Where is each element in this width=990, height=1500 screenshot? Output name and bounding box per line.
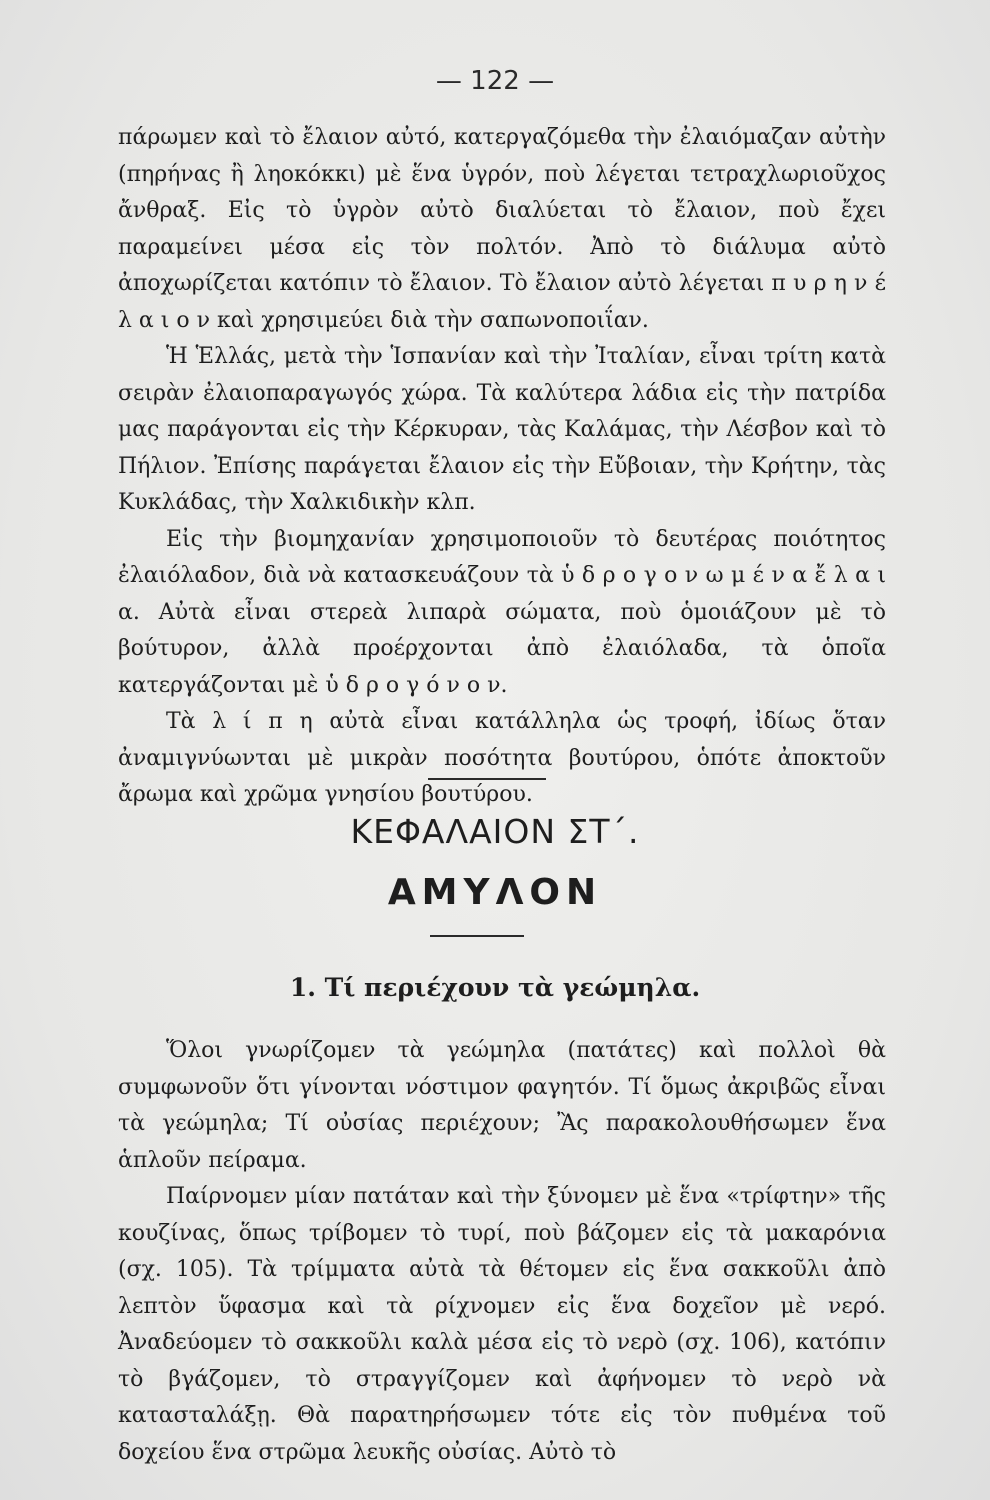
- bottom-text-block: [118, 1033, 886, 1471]
- section-heading: 1. Τί περιέχουν τὰ γεώμηλα.: [289, 973, 701, 1002]
- paragraph-hydrogenated-oils: Εἰς τὴν βιομηχανίαν χρησιμοποιοῦν τὸ δευτέρας ποιότητος ἐλαιόλαδον, διὰ νὰ κατασκευάζουν τὰ ὑ δ ρ ο γ ο ν ω μ έ ν α ἔ λ α ι α. Αὐτὰ εἶναι στερεὰ λιπαρὰ σώματα, ποὺ ὁμοιάζουν μὲ τὸ βούτυρον, ἀλλὰ προέρχονται ἀπὸ ἐλαιόλαδα, τὰ ὁποῖα κατεργάζονται μὲ ὑ δ ρ ο γ ό ν ο ν.: [118, 526, 886, 698]
- chapter-divider-rule: [428, 778, 546, 780]
- paragraph-potatoes-intro: Ὅλοι γνωρίζομεν τὰ γεώμηλα (πατάτες) καὶ πολλοὶ θὰ συμφωνοῦν ὅτι γίνονται νόστιμον φαγητόν. Τί ὅμως ἀκριβῶς εἶναι τὰ γεώμηλα; Τί οὐσίας περιέχουν; Ἂς παρακολουθήσωμεν ἕνα ἁπλοῦν πείραμα.: [118, 1038, 886, 1173]
- chapter-label: ΚΕΦΑΛΑΙΟΝ ΣΤ΄.: [350, 812, 640, 851]
- paragraph-fats-as-food: Τὰ λ ί π η αὐτὰ εἶναι κατάλληλα ὡς τροφή, ἰδίως ὅταν ἀναμιγνύωνται μὲ μικρὰν ποσότητα βουτύρου, ὁπότε ἀποκτοῦν ἄρωμα καὶ χρῶμα γνησίου βουτύρου.: [118, 709, 886, 807]
- paragraph-pyrinelaion: πάρωμεν καὶ τὸ ἔλαιον αὐτό, κατεργαζόμεθα τὴν ἐλαιόμαζαν αὐτὴν (πηρήνας ἢ ληοκόκκι) μὲ ἕνα ὑγρόν, ποὺ λέγεται τετραχλωριοῦχος ἄνθραξ. Εἰς τὸ ὑγρὸν αὐτὸ διαλύεται τὸ ἔλαιον, ποὺ ἔχει παραμείνει μέσα εἰς τὸν πολτόν. Ἀπὸ τὸ διάλυμα αὐτὸ ἀποχωρίζεται κατόπιν τὸ ἔλαιον. Τὸ ἔλαιον αὐτὸ λέγεται π υ ρ η ν έ λ α ι ο ν καὶ χρησιμεύει διὰ τὴν σαπωνοποιΐαν.: [118, 125, 886, 333]
- chapter-title-underline: [430, 935, 524, 937]
- paragraph-greece-olive-production: Ἡ Ἑλλάς, μετὰ τὴν Ἱσπανίαν καὶ τὴν Ἰταλίαν, εἶναι τρίτη κατὰ σειρὰν ἐλαιοπαραγωγός χώρα. Τὰ καλύτερα λάδια εἰς τὴν πατρίδα μας παράγονται εἰς τὴν Κέρκυραν, τὰς Καλάμας, τὴν Λέσβον καὶ τὸ Πήλιον. Ἐπίσης παράγεται ἔλαιον εἰς τὴν Εὔβοιαν, τὴν Κρήτην, τὰς Κυκλάδας, τὴν Χαλκιδικὴν κλπ.: [118, 344, 886, 515]
- paragraph-potato-experiment: Παίρνομεν μίαν πατάταν καὶ τὴν ξύνομεν μὲ ἕνα «τρίφτην» τῆς κουζίνας, ὅπως τρίβομεν τὸ τυρί, ποὺ βάζομεν εἰς τὰ μακαρόνια (σχ. 105). Τὰ τρίμματα αὐτὰ τὰ θέτομεν εἰς ἕνα σακκοῦλι ἀπὸ λεπτὸν ὕφασμα καὶ τὰ ρίχνομεν εἰς ἕνα δοχεῖον μὲ νερό. Ἀναδεύομεν τὸ σακκοῦλι καλὰ μέσα εἰς τὸ νερὸ (σχ. 106), κατόπιν τὸ βγάζομεν, τὸ στραγγίζομεν καὶ ἀφήνομεν τὸ νερὸ νὰ κατασταλάξῃ. Θὰ παρατηρήσωμεν τότε εἰς τὸν πυθμένα τοῦ δοχείου ἕνα στρῶμα λευκῆς οὐσίας. Αὐτὸ τὸ: [118, 1184, 886, 1465]
- top-text-block: [118, 120, 886, 814]
- chapter-title: ΑΜΥΛΟΝ: [387, 872, 603, 913]
- page-number: — 122 —: [435, 66, 555, 96]
